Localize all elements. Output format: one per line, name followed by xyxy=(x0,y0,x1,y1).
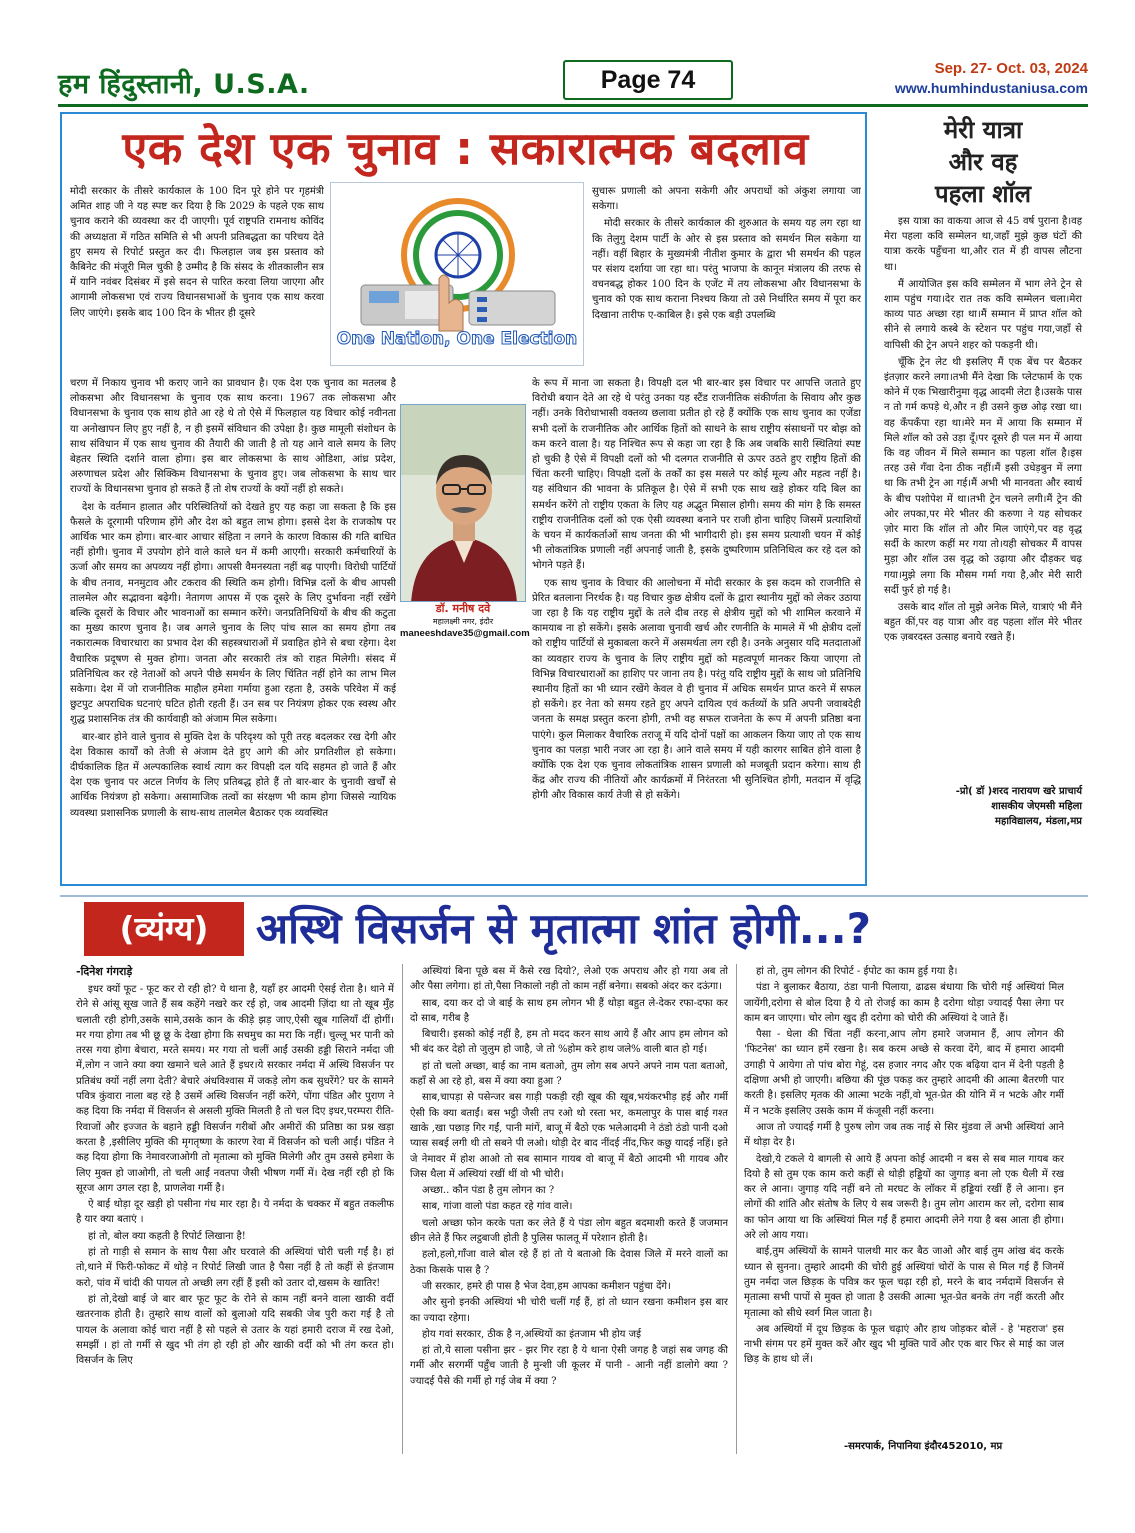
satire-paragraph: पैसा - धेला की चिंता नहीं करना,आप लोग हमारे जजमान हैं, आप लोगन की 'फिटनेस' का ध्यान हमें रखना है। सब करम अच्छे से करवा देंगे, बाद में हमारा आदमी उगाही पे आयेगा तो पांच बोरा गेहूं, दस हजार नगद और एक बढ़िया दान में देनी पड़ती है दक्षिणा अभी हो जाएगी। बछिया की पूंछ पकड़ कर तुम्हारे आदमी की आत्मा बैतरणी पार करती है। इसलिए मृतक की आत्मा भटके नहीं,वो भूत-प्रेत की योनि में न भटके और गर्मी में न भटके इसलिए उसके काम में कंजूसी नहीं करना। xyxy=(744,1029,1064,1117)
satire-paragraph: बिचारी। इसको कोई नहीं है, हम तो मदद करन साथ आये हैं और आप हम लोगन को भी बंद कर देहो तो जुलुम हो जाहै, जे तो %होम करे हाथ जले% वाली बात हो गई। xyxy=(410,1029,728,1056)
sidebar-title-line: पहला शॉल xyxy=(934,180,1032,208)
sidebar-paragraph: इस यात्रा का वाकया आज से 45 वर्ष पुराना है।वह मेरा पहला कवि सम्मेलन था,जहाँ मुझे कुछ घंटों की यात्रा करके पहुँचना था,और रात में ही वापस लौटना था। xyxy=(884,216,1082,273)
masthead-rule xyxy=(58,104,1088,107)
lead-col-2 xyxy=(592,184,861,380)
author-name: डॉ. मनीष दवे xyxy=(435,602,491,615)
lead-paragraph: एक साथ चुनाव के विचार की आलोचना में मोदी सरकार के इस कदम को राजनीति से प्रेरित बतलाना निरर्थक है। यह विचार कुछ क्षेत्रीय दलों के द्वारा स्थानीय मुद्दों को लेकर उठाया जा रहा है कि यह राष्ट्रीय मुद्दों के तले दीब तरह से क्षेत्रीय मुद्दों को भी शामिल करवाने में कामयाब ना हो सकेंगे। इसके अलावा चुनावी खर्च और रणनीति के मामले में भी क्षेत्रीय दलों को राष्ट्रीय पार्टियों से मुकाबला करने में असमर्थता लग रही है। उनके अनुसार यदि मतदाताओं का व्यवहार राज्य के चुनाव के लिए राष्ट्रीय मुद्दों को महत्वपूर्ण मानकर किया जाएगा तो विभिन्न विचारधाराओं का हाशिए पर जाना तय है। परंतु यदि राष्ट्रीय मुद्दों के साथ जो प्रतिनिधि स्थानीय हितों का भी ध्यान रखेंगे केवल वे ही चुनाव में अधिक समर्थन प्राप्त करने में सफल हो सकेंगे। हर नेता को समय रहते हुए अपने दायित्व एवं कर्तव्यों के प्रति अपनी जवाबदेही जनता के समक्ष प्रस्तुत करना होगी, तभी वह सफल राजनेता के रूप में अपनी प्रतिष्ठा बना पाएंगे। कुल मिलाकर वैचारिक तराजू में यदि दोनों पक्षों का आकलन किया जाए तो एक साथ चुनाव का पलड़ा भारी नजर आ रहा है। आने वाले समय में यही कारगर साबित होने वाला है क्योंकि एक देश एक चुनाव लोकतांत्रिक शासन प्रणाली को मजबूती प्रदान करेगा। साथ ही केंद्र और राज्य की नीतियों और कार्यक्रमों में निरंतरता भी सुनिश्चित होगी, मतदान में वृद्धि होगी और विकास कार्य तेजी से हो सकेंगे। xyxy=(532,577,861,802)
lead-paragraph: के रूप में माना जा सकता है। विपक्षी दल भी बार-बार इस विचार पर आपत्ति जताते हुए विरोधी बयान देते आ रहे थे परंतु उनका यह स्टैंड राजनीतिक संकीर्णता के सिवाय और कुछ नहीं। उनके विरोधाभासी वक्तव्य छलावा प्रतीत हो रहे हैं क्योंकि एक साथ चुनाव का एजेंडा सभी दलों के राजनीतिक और आर्थिक हितों को साधने के साथ राष्ट्रीय संसाधनों पर बोझ को कम करने वाला है। यह निश्चित रूप से कहा जा रहा है कि अब जबकि सारी स्थितियां स्पष्ट हो चुकी है ऐसे में विपक्षी दलों को भी दलगत राजनीति से ऊपर उठते हुए राष्ट्रीय हितों की चिंता करनी चाहिए। विपक्षी दलों के तर्कों का इस मसले पर कोई मूल्य और महत्व नहीं है। यह संविधान की भावना के प्रतिकूल है। ऐसे में सभी एक साथ खड़े होकर यदि बिल का समर्थन करेंगे तो राष्ट्रीय एकता के लिए यह अद्भुत मिसाल होगी। समय की मांग है कि समस्त राष्ट्रीय राजनीतिक दलों को एक ऐसी व्यवस्था बनाने पर राजी होना चाहिए जिसमें प्रत्याशियों के चयन में कार्यकर्ताओं साथ जनता की भी भागीदारी हो। इस समय प्रत्याशी चयन में कोई भी लोकतांत्रिक प्रणाली नहीं अपनाई जाती है, इसके दुष्परिणाम प्रतिनिधित्व कर रहे दल को भोगने पड़ते हैं। xyxy=(532,378,861,572)
signature-line: -प्रो( डॉ )शरद नारायण खरे प्राचार्य xyxy=(955,786,1082,797)
illustration-caption: One Nation, One Election xyxy=(336,329,578,349)
satire-paragraph: बाई,तुम अस्थियों के सामने पालथी मार कर बैठ जाओ और बाई तुम आंख बंद करके ध्यान से सुनना। तुम्हारे आदमी की चोरी हुई अस्थियां चोरों के पास से मिल गई हैं जिनमें तुम नर्मदा जल छिड़क के पवित्र कर फूल चढ़ा रही हो, मरने के बाद नर्मदामें विसर्जन से मृतात्मा सभी पापों से मुक्त हो जाता है उसकी आत्मा भूत-प्रेत बनके तंग नहीं करती और मृतात्मा को सीधे स्वर्ग मिल जाता है। xyxy=(744,1246,1064,1319)
sidebar-article xyxy=(878,112,1088,886)
satire-col-2 xyxy=(410,964,728,1454)
author-email[interactable]: maneeshdave35@gmail.com xyxy=(400,628,530,639)
satire-paragraph: इधर क्यों फूट - फूट कर रो रही हो? ये थाना है, यहाँ हर आदमी ऐसई रोता है। थाने में रोने से आंसू सूख जाते हैं सब कहेंगे नखरे कर रई हो, जब आदमी ज़िंदा था तो खूब मुँह चलाती रही होगी,उसके सामे,उसके कान के कीड़े झड़ जाए,ऐसी खूब गालियाँ दीं होगीं। मर गया होगा तब भी छू छू के देखा होगा कि सचमुच का मरा कि नहीं। चुल्लू भर पानी को तरस गया होगा बेचारा, मरते समय। मर गया तो चलीं आईं उसकी हड्डी सिराने नर्मदा जी में,लोग न जाने क्या क्या खमाने चले आते हैं इधर।ये सरकार नर्मदा में अस्थि विसर्जन पर प्रतिबंध क्यों नहीं लगा देती? बेचारे अंधविश्वास में जकड़े लोग कब सुधरेंगे? घर के सामने पवित्र कुंवारा नाला बह रहे है उसमें अस्थि विसर्जन नहीं करेंगे, पोंगा पंडित और पुराण ने कह दिया कि नर्मदा में विसर्जन से असली मुक्ति मिलती है तो चल दिए इधर,परम्परा रीति-रिवाजों और इज्जत के बहाने हड्डी विसर्जन गरीबों और अमीरों की प्रतिष्ठा का प्रश्न खड़ा करता है ,इसीलिए मुक्ति की मृगतृष्णा के कारण रेवा में विसर्जन को चली आईं। पंडित ने कह दिया होगा कि नेमावरजाओगी तो मृतात्मा को मुक्ति मिलेगी और तुम उससे हमेशा के लिए मुक्त हो जाओगी, तो चली आईं नवतपा जैसी भीषण गर्मी में। देख नहीं रही हो कि सूरज आग उगल रहा है, प्राणलेवा गर्मी है। xyxy=(76,984,394,1194)
satire-col-3 xyxy=(744,964,1064,1436)
satire-paragraph: साब,चापड़ा से पसेन्जर बस गाड़ी पकड़ी रही खूब की खूब,भयंकरभीड़ हई और गर्मी ऐसी कि क्या बताईं। बस भट्ठी जैसी तप रओ थो रस्ता भर, कमलापुर के पास बाई गश्त खाके ,खा पछाड़ गिर गईं, पानी मांगें, बाजू में बैठो एक भलेआदमी ने ठंडो ठंडो पानी दओ प्यास सबई लगी थी तो सबने पी लओ। थोड़ी देर बाद नींदई नींद,फिर कछु यादई नहिं। इते जे नेमावर में होश आओ तो सब सामान गायब वो बाजू में बैठो आदमी भी गायब और जिस थैला में अस्थियां रखीं थीं वो भी चोरी। xyxy=(410,1092,728,1180)
lead-col-4 xyxy=(532,376,861,876)
satire-paragraph: अब अस्थियों में दूध छिड़क के फूल चढ़ाएं और हाथ जोड़कर बोलें - हे 'महराज' इस नाभी संगम पर हमें मुक्त करें और खुद भी मुक्ति पावें और एक बार फिर से माई का जल छिड़ के हाथ धो लें। xyxy=(744,1323,1064,1366)
lead-paragraph: सुचारू प्रणाली को अपना सकेगी और अपराधों को अंकुश लगाया जा सकेगा। xyxy=(592,186,861,213)
satire-paragraph: देखो,ये टकले ये बागली से आये हैं अपना कोई आदमी न बस से सब माल गायब कर दियो है सो तुम एक काम करो कहीं से थोड़ी हड्डियों का जुगाड़ बना लो एक थैली में रख कर ले आना। जुगाड़ यदि नहीं बने तो मरघट के लॉकर में हड्डियां रखीं हैं ले आना। इन लोगों की शांति और संतोष के लिए ये सब जरूरी है। तुम लोग आराम कर लो, दरोगा साब का फोन आया था कि अस्थियां मिल गईं हैं हमारा आदमी लेने गया है बस आता ही होगा। अरे लो आय गया। xyxy=(744,1153,1064,1242)
lead-article xyxy=(60,112,867,886)
lead-headline: एक देश एक चुनाव : सकारात्मक बदलाव xyxy=(122,122,809,175)
website-url[interactable]: www.humhindustaniusa.com xyxy=(894,80,1088,96)
satire-paragraph: हां तो गाड़ी से समान के साथ पैसा और घरवाले की अस्थियां चोरी चली गईं है। हां तो,थाने में फिरी-फोकट में थोड़े न रिपोर्ट लिखी जात है पैसा नहीं है तो कहीं से इंतजाम करो, पांव में चांदी की पायल तो अच्छी लग रहीं हैं इसी को उतार दो,खसम के खातिर! xyxy=(76,1247,394,1289)
signature-line: शासकीय जेएमसी महिला xyxy=(991,801,1082,812)
sidebar-paragraph: उसके बाद शॉल तो मुझे अनेक मिले, यात्राएं भी मैंने बहुत कीं,पर वह यात्रा और वह पहला शॉल मेरे भीतर एक ज़बरदस्त उत्साह बनाये रखते हैं। xyxy=(884,602,1082,644)
sidebar-paragraph: मैं आयोजित इस कवि सम्मेलन में भाग लेने ट्रेन से शाम पहुंच गया।देर रात तक कवि सम्मेलन चला।मेरा काव्य पाठ अच्छा रहा था।मैं सम्मान में प्राप्त शॉल को सीने से लगाये कस्बे के स्टेशन पर पहुंच गया,जहाँ से वापिसी की ट्रेन अपने शहर को पकड़नी थी। xyxy=(884,278,1082,351)
satire-paragraph: और सुनो इनकी अस्थियां भी चोरी चलीं गईं हैं, हां तो ध्यान रखना कमीशन इस बार का ज्यादा रहेगा। xyxy=(410,1297,728,1324)
satire-paragraph: चलो अच्छा फोन करके पता कर लेते हैं ये पंडा लोग बहुत बदमाशी करते हैं जजमान छीन लेते हैं फिर लट्ठबाजी होती है पुलिस फालतू में परेशान होती है। xyxy=(410,1217,728,1245)
satire-paragraph: होय गवां सरकार, ठीक है न,अस्थियों का इंतजाम भी होय जई xyxy=(422,1328,641,1340)
satire-paragraph: हां तो,ये साला पसीना झर - झर गिर रहा है ये थाना ऐसी जगह है जहां सब जगह की गर्मी और सरगर्मी पहुँच जाती है मुन्शी जी कूलर में पानी - आनी नहीं डालोगे क्या ? ज्यादई पैसे की गर्मी हो गई जेब में क्या ? xyxy=(410,1345,728,1387)
author-caption xyxy=(400,602,530,648)
satire-signature: -समरपार्क, निपानिया इंदौर452010, मप्र xyxy=(844,1441,1003,1452)
satire-paragraph: अस्थियां बिना पूछे बस में कैसे रख दियो?, लेओ एक अपराध और हो गया अब तो और पैसा लगेगा। हां तो,पैसा निकालो नही तो काम नहीं बनेगा। सबको अंदर कर दऊंगा। xyxy=(410,966,728,993)
issue-date: Sep. 27- Oct. 03, 2024 xyxy=(934,60,1088,77)
lead-paragraph: चरण में निकाय चुनाव भी कराए जाने का प्रावधान है। एक देश एक चुनाव का मतलब है लोकसभा और विधानसभा के चुनाव एक साथ करना। 1967 तक लोकसभा और विधानसभा के चुनाव एक साथ होते आ रहे थे तो ऐसे में फिलहाल यह विचार कोई नवीनता या अनोखापन लिए हुए नहीं है, न ही इसमें संविधान की उपेक्षा है। कुछ मामूली संशोधन के साथ संविधान में एक साथ चुनाव की तैयारी की जाती है तो यह आने वाले समय के लिए बेहतर स्थिति दर्शाने वाला होगा। इस बार लोकसभा के साथ ओडिशा, आंध्र प्रदेश, अरुणाचल प्रदेश और सिक्किम विधानसभा के चुनाव हुए। जब लोकसभा के साथ चार राज्यों के विधानसभा चुनाव हो सकते हैं तो शेष राज्यों के क्यों नहीं हो सकते। xyxy=(70,378,396,496)
satire-paragraph: ऐ बाई थोड़ा दूर खड़ी हो पसीना गंध मार रहा है। ये नर्मदा के चक्कर में बहुत तकलीफ है यार क्या बताएं । xyxy=(76,1199,394,1226)
satire-headline: अस्थि विसर्जन से मृतात्मा शांत होगी...? xyxy=(256,904,871,953)
author-photo xyxy=(400,404,526,602)
satire-paragraph: साब, गांजा वालो पंडा कहत रहे गांव वाले। xyxy=(422,1201,573,1213)
sidebar-paragraph: चूँकि ट्रेन लेट थी इसलिए मैं एक बेंच पर बैठकर इंतज़ार करने लगा।तभी मैंने देखा कि प्लेटफार्म के एक कोने में एक भिखारीनुमा वृद्ध आदमी लेटा है।उसके पास न तो गर्म कपड़े थे,और न ही उसने कुछ ओढ़ रखा था।वह कँपकँपा रहा था।मेरे मन में आया कि सम्मान में मिले शॉल को उसे उड़ा दूँ।पर दूसरे ही पल मन में आया कि वह जीवन में मिले सम्मान का पहला शॉल है।इस तरह उसे गँवा देना ठीक नहीं।मैं इसी उधेड़बुन में लगा था कि तभी ट्रेन आ गई।मैं अभी भी मानवता और स्वार्थ के बीच पशोपेश में था।तभी ट्रेन चलने लगी।मैं ट्रेन की ओर लपका,पर मेरे भीतर की करुणा ने यह सोचकर ज़ोर मारा कि शॉल तो और मिल जाएंगे,पर वह वृद्ध सर्दी के कारण कहीं मर गया तो।यही सोचकर मैं वापस मुड़ा और शॉल उस वृद्ध को उढ़ाया और दौड़कर चढ़ गया।मुझे लगा कि मौसम गर्मा गया है,और मेरी सारी सर्दी फुर्र हो गई है। xyxy=(884,356,1082,596)
sidebar-title-line: मेरी यात्रा xyxy=(943,116,1023,144)
lead-col-1 xyxy=(70,184,324,374)
sidebar-title xyxy=(878,114,1088,210)
masthead xyxy=(58,60,1088,104)
sidebar-title-line: और वह xyxy=(948,148,1018,176)
author-place: महालक्ष्मी नगर, इंदौर xyxy=(432,617,494,626)
page-number: Page 74 xyxy=(563,60,733,100)
satire-byline: -दिनेश गंगराड़े xyxy=(76,965,133,978)
satire-paragraph: आज तो ज्यादई गर्मी है पुरुष लोग जब तक नाई से सिर मुंडवा लें अभी अस्थियां आने में थोड़ा देर है। xyxy=(744,1121,1064,1149)
section-divider xyxy=(60,895,1088,897)
satire-paragraph: जी सरकार, हमरे ही पास है भेज देवा,हम आपका कमीशन पहुंचा देंगे। xyxy=(422,1280,671,1292)
satire-paragraph: हां तो, बोल क्या कहती है रिपोर्ट लिखाना है! xyxy=(88,1230,246,1242)
author-portrait-icon xyxy=(401,405,526,602)
lead-col-3 xyxy=(70,376,396,876)
lead-paragraph: देश के वर्तमान हालात और परिस्थितियों को देखते हुए यह कहा जा सकता है कि इस फैसले के दूरगामी परिणाम होंगे और देश को बहुत लाभ होगा। इससे देश के राजकोष पर आर्थिक भार कम होगा। बार-बार आचार संहिता न लगने के कारण विकास की गति बाधित नहीं होगी। चुनाव में उपयोग होने वाले काले धन में कमी आएगी। सरकारी कर्मचारियों के ऊर्जा और समय का अपव्यय नहीं होगा। आपसी वैमनस्यता नहीं बढ़ पाएगी। विरोधी पार्टियों के बीच तनाव, मनमुटाव और टकराव की स्थिति कम होगी। विभिन्न दलों के बीच आपसी तालमेल और सद्भावना बढ़ेगी। नेतागण आपस में एक दूसरे के लिए दुर्भावना नहीं रखेंगे बल्कि दूसरों के विचार और भावनाओं का सम्मान करेंगे। जनप्रतिनिधियों के बीच की कटुता का मुख्य कारण चुनाव है। जब अगले चुनाव के लिए पांच साल का समय होगा तब नकारात्मक विचारधारा का प्रभाव देश की सहस्त्रधाराओं में प्रवाहित होने से बचा रहेगा। देश वैचारिक प्रदूषण से मुक्त होगा। जनता और सरकारी तंत्र को राहत मिलेगी। संसद में प्रतिनिधित्व कर रहे नेताओं को अपने पीछे समर्थन के लिए चिंतित नहीं होने का लाभ मिल सकेगा। देश में जो राजनीतिक माहौल हमेशा गर्माया हुआ रहता है, उसके परिवेश में कई छुटपुट अपराधिक घटनाएं घटित होती रहती हैं। उन सब पर नियंत्रण होकर एक स्वस्थ और शुद्ध प्रशासनिक तंत्र की कार्यवाही को अंजाम मिल सकेगा। xyxy=(70,501,396,726)
one-nation-illustration xyxy=(330,182,584,366)
satire-paragraph: हलो,हलो,गाँजा वाले बोल रहे हैं हां तो ये बताओ कि देवास जिले में मरने वालों का ठेका किसके पास है ? xyxy=(410,1249,728,1276)
lead-paragraph: बार-बार होने वाले चुनाव से मुक्ति देश के परिदृश्य को पूरी तरह बदलकर रख देगी और देश विकास कार्यों को तेजी से अंजाम देते हुए आगे की ओर प्रगतिशील हो सकेगा। दीर्घकालिक हित में अल्पकालिक स्वार्थ त्याग कर विपक्षी दल यदि सहमत हो जाते हैं और देश एक चुनाव पर अटल निर्णय के लिए प्रतिबद्ध होते हैं तो बार-बार के चुनावी खर्चों से आर्थिक नियंत्रण हो सकेगा। असामाजिक तत्वों का संरक्षण भी काम होगा जिससे न्यायिक व्यवस्था प्रशासनिक प्रणाली के साथ-साथ तालमेल बैठाकर एक व्यवस्थित xyxy=(70,731,396,819)
satire-paragraph: साब, दया कर दो जे बाई के साथ हम लोगन भी हैं थोड़ा बहुत ले-देकर रफा-दफा कर दो साब, गरीब है xyxy=(410,997,728,1024)
satire-col-1 xyxy=(76,982,394,1456)
satire-paragraph: हां तो,देखो बाई जे बार बार फूट फूट के रोने से काम नहीं बनने वाला खाकी वर्दी खतरनाक होती है। तुम्हारे साथ वालों को बुलाओ यदि सबकी जेब पुरी करा गई है तो पायल के अलावा कोई चारा नहीं है सो पहले से उतार के यहां हमारी दराज में रख देओ, समझीं । हां तो गर्मी से खुद भी तंग हो रही हो और खाकी वर्दी को भी तंग करत हो। विसर्जन के लिए xyxy=(76,1293,394,1367)
signature-line: महाविद्यालय, मंडला,मप्र xyxy=(995,816,1082,827)
satire-paragraph: अच्छा.. कौन पंडा है तुम लोगन का ? xyxy=(422,1185,555,1197)
satire-paragraph: हां तो, तुम लोगन की रिपोर्ट - ईपोट का काम हुई गया है। xyxy=(756,966,958,977)
satire-tag: (व्यंग्य) xyxy=(84,902,244,956)
column-rule xyxy=(736,964,737,1454)
column-rule xyxy=(402,964,403,1454)
sidebar-signature xyxy=(878,784,1088,829)
sidebar-body xyxy=(878,214,1088,784)
publication-name: हम हिंदुस्तानी, U.S.A. xyxy=(58,69,310,100)
satire-paragraph: पंडा ने बुलाकर बैठाया, ठंडा पानी पिलाया, ढाढस बंधाया कि चोरी गई अस्थियां मिल जायेंगी,दरोगा से बोल दिया है ये तो रोजई का काम है दरोगा थोड़ा ज्यादई पैसा लेगा पर काम बन जाएगा। चोर लोग खुद ही दरोगा को चोरी की अस्थियां दे जाते हैं। xyxy=(744,982,1064,1024)
satire-paragraph: हां तो चलो अच्छा, बाई का नाम बताओ, तुम लोग सब अपने अपने नाम पता बताओ, कहाँ से आ रहे हो, बस में क्या क्या हुआ ? xyxy=(410,1060,728,1088)
lead-paragraph: मोदी सरकार के तीसरे कार्यकाल की शुरुआत के समय यह लग रहा था कि तेलुगु देशम पार्टी के ओर से इस प्रस्ताव को समर्थन मिल सकेगा या नहीं। वहीं बिहार के मुख्यमंत्री नीतीश कुमार के द्वारा भी समर्थन की पहल पर संशय दर्शाया जा रहा था। परंतु भाजपा के कानून मंत्रालय की तरफ से वचनबद्ध होकर 100 दिन के एजेंट में तय लोकसभा और विधानसभा के चुनाव को एक साथ कराना निश्चय किया तो उसे निर्धारित समय में पूरा कर दिखाना तारीफ ए-काबिल है। इसे एक बड़ी उपलब्धि xyxy=(592,218,861,321)
lead-paragraph: मोदी सरकार के तीसरे कार्यकाल के 100 दिन पूरे होने पर गृहमंत्री अमित शाह जी ने यह स्पष्ट कर दिया है कि 2029 के पहले एक साथ चुनाव कराने की व्यवस्था कर दी जाएगी। पूर्व राष्ट्रपति रामनाथ कोविंद की अध्यक्षता में गठित समिति से भी अपनी प्रतिबद्धता का परिचय देते हुए समय से रिपोर्ट प्रस्तुत कर दी। फिलहाल जब इस प्रस्ताव को कैबिनेट की मंजूरी मिल चुकी है उम्मीद है कि संसद के शीतकालीन सत्र में यानि नवंबर दिसंबर में इसे सदन से पारित करवा लिया जाएगा और आगामी लोकसभा एवं राज्य विधानसभाओं के चुनाव एक साथ करवा लिए जाएंगे। इसके बाद 100 दिन के भीतर ही दूसरे xyxy=(70,186,324,319)
